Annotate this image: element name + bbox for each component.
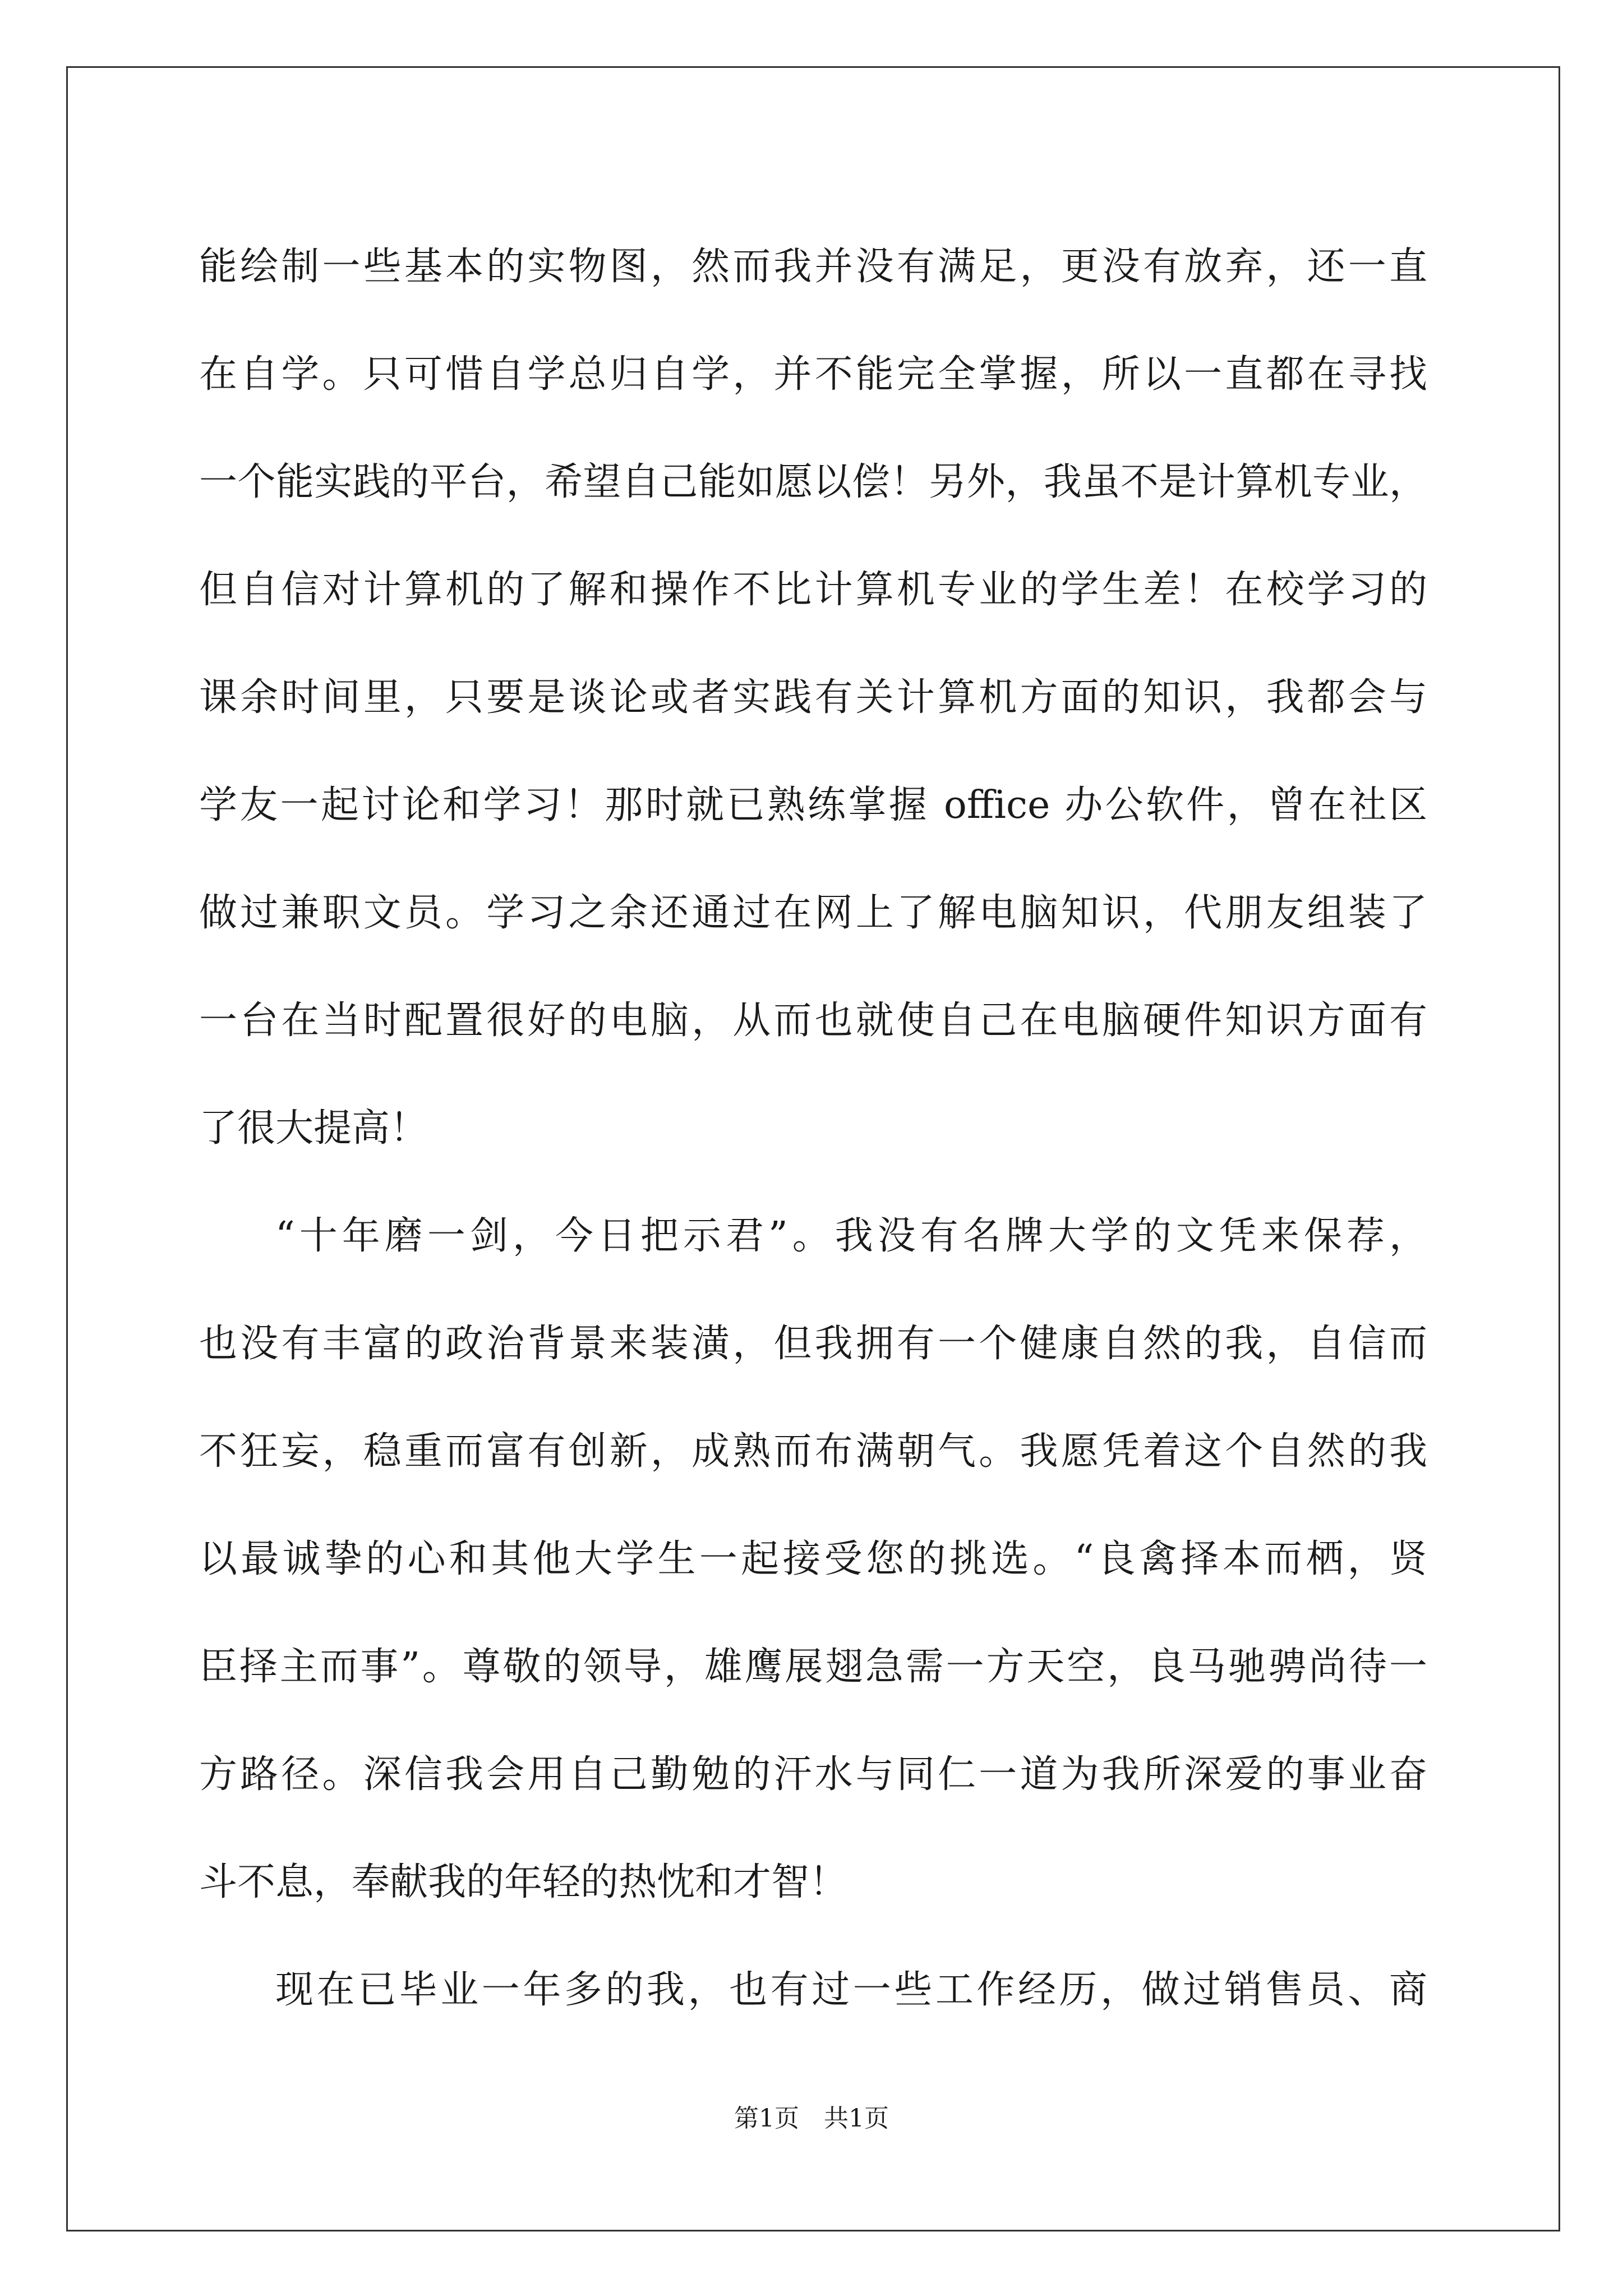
text-line: 以最诚挚的心和其他大学生一起接受您的挑选。“良禽择本而栖，贤 — [199, 1537, 1427, 1581]
text-line: 一个能实践的平台，希望自己能如愿以偿！另外，我虽不是计算机专业， — [199, 460, 1427, 504]
document-body — [199, 213, 1427, 2044]
text-line: “十年磨一剑，今日把示君”。我没有名牌大学的文凭来保荐， — [275, 1214, 1427, 1258]
text-line: 做过兼职文员。学习之余还通过在网上了解电脑知识，代朋友组装了 — [199, 891, 1427, 935]
text-line: 一台在当时配置很好的电脑，从而也就使自己在电脑硬件知识方面有 — [199, 999, 1427, 1043]
text-line: 斗不息，奉献我的年轻的热忱和才智！ — [199, 1860, 848, 1904]
text-line: 也没有丰富的政治背景来装潢，但我拥有一个健康自然的我，自信而 — [199, 1322, 1427, 1366]
text-line: 方路径。深信我会用自己勤勉的汗水与同仁一道为我所深爱的事业奋 — [199, 1752, 1427, 1797]
text-line: 课余时间里，只要是谈论或者实践有关计算机方面的知识，我都会与 — [199, 675, 1427, 720]
text-line: 能绘制一些基本的实物图，然而我并没有满足，更没有放弃，还一直 — [199, 245, 1427, 289]
text-line: 在自学。只可惜自学总归自学，并不能完全掌握，所以一直都在寻找 — [199, 352, 1427, 397]
text-line: 了很大提高！ — [199, 1106, 428, 1151]
text-line: 现在已毕业一年多的我，也有过一些工作经历，做过销售员、商 — [275, 1968, 1427, 2012]
text-line: 不狂妄，稳重而富有创新，成熟而布满朝气。我愿凭着这个自然的我 — [199, 1429, 1427, 1474]
page-footer: 第1页 共1页 — [734, 2104, 889, 2133]
text-line: 但自信对计算机的了解和操作不比计算机专业的学生差！在校学习的 — [199, 568, 1427, 612]
text-line: 学友一起讨论和学习！那时就已熟练掌握 office 办公软件，曾在社区 — [199, 783, 1427, 827]
text-line: 臣择主而事”。尊敬的领导，雄鹰展翅急需一方天空，良马驰骋尚待一 — [199, 1645, 1427, 1689]
